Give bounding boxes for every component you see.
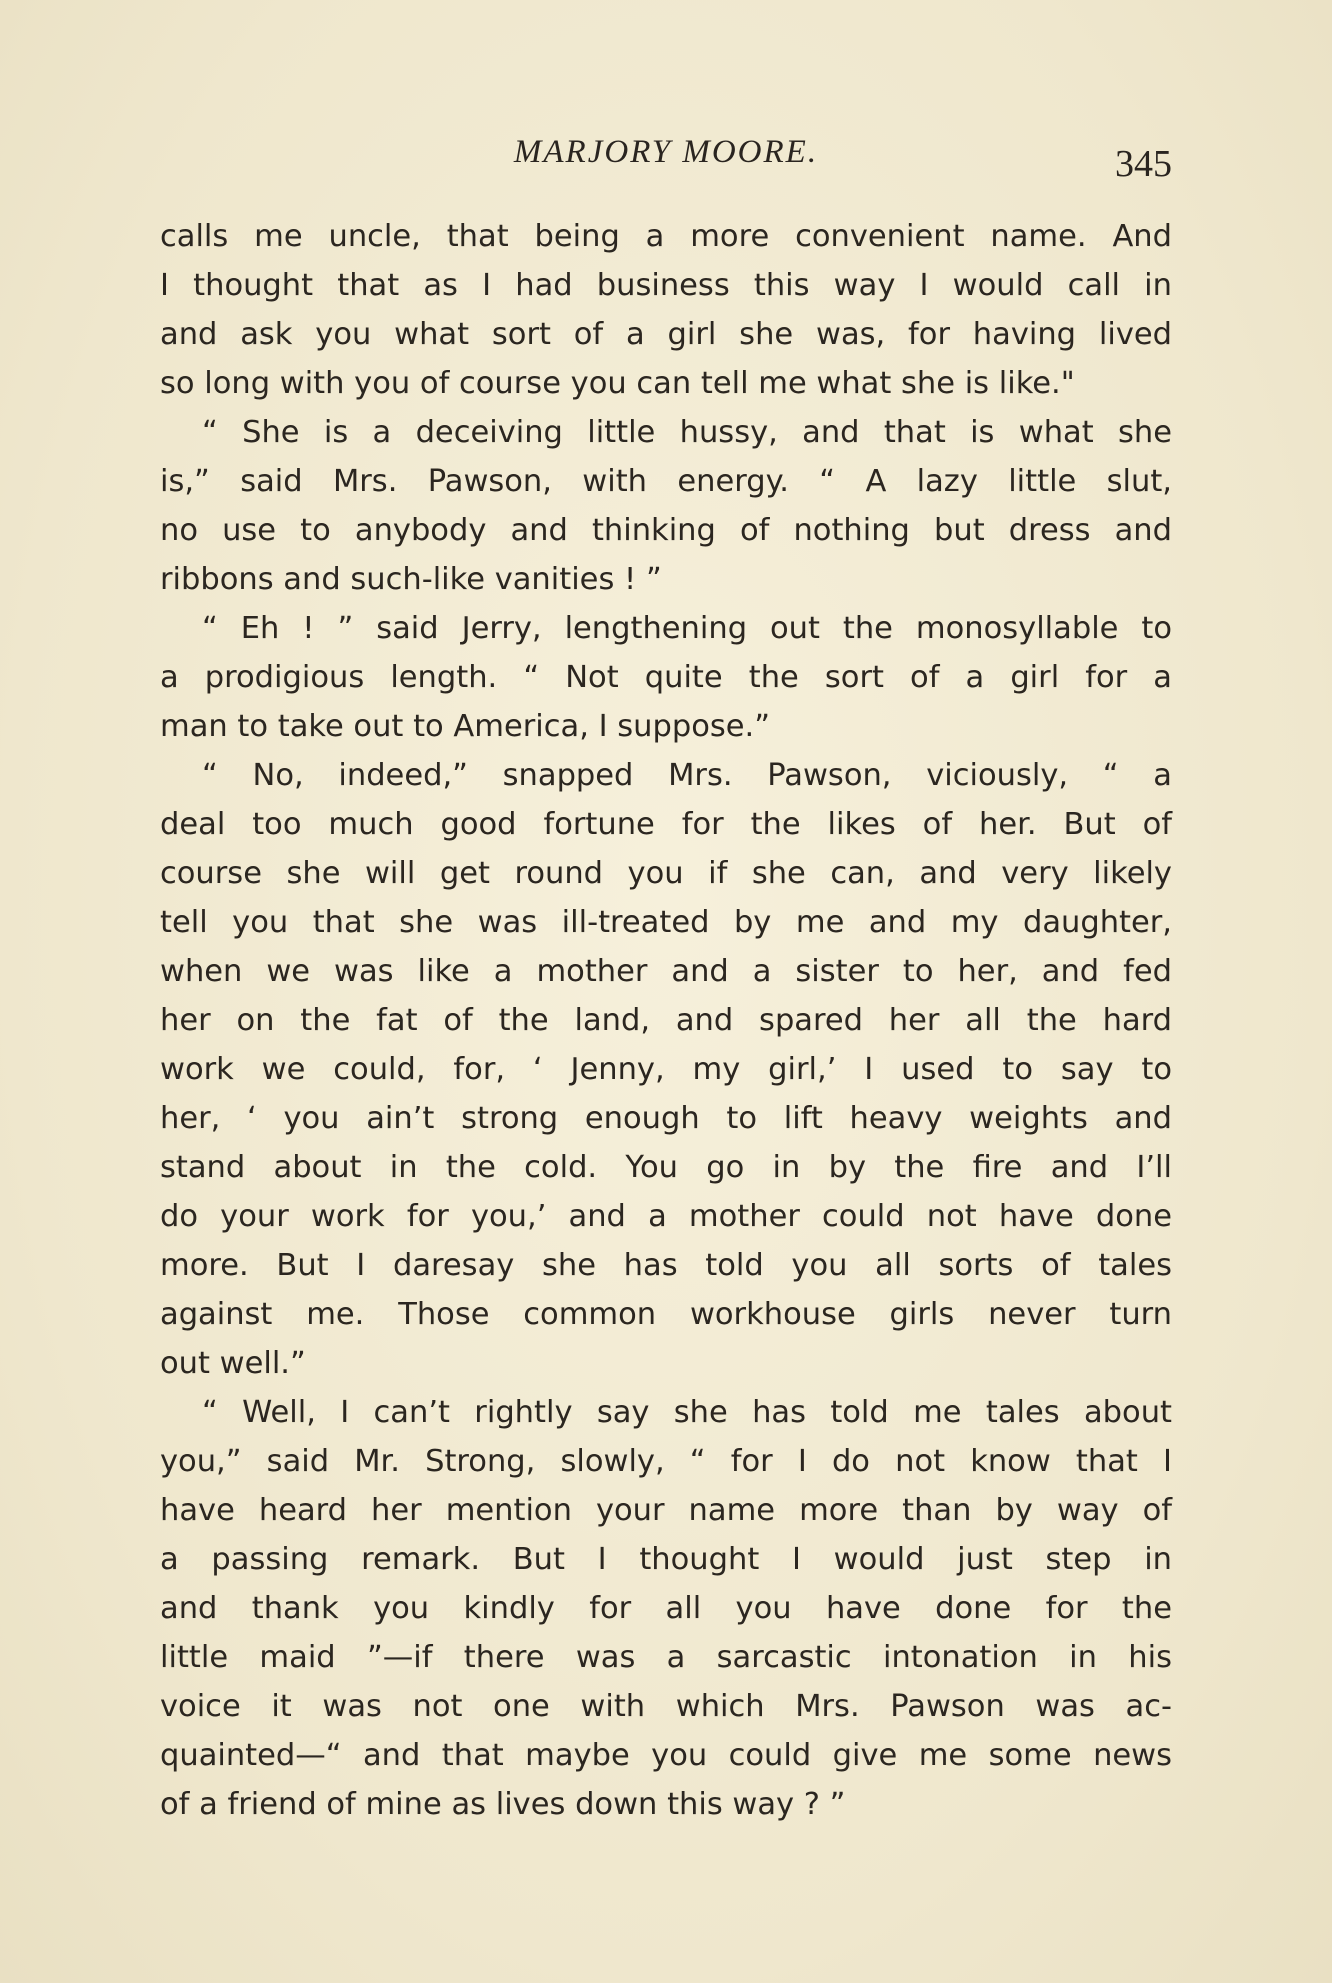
text-line: a passing remark. But I thought I would just step in: [160, 1542, 1172, 1577]
page-header: [160, 130, 1172, 190]
text-line: and ask you what sort of a girl she was, for having lived: [160, 317, 1172, 352]
text-line: have heard her mention your name more than by way of: [160, 1493, 1172, 1528]
text-line: and thank you kindly for all you have done for the: [160, 1591, 1172, 1626]
text-line: little maid ”—if there was a sarcastic intonation in his: [160, 1640, 1172, 1675]
paragraph: [160, 604, 1172, 751]
paragraph: [160, 408, 1172, 604]
text-line: I thought that as I had business this way I would call in: [160, 268, 1172, 303]
text-line: no use to anybody and thinking of nothing but dress and: [160, 513, 1172, 548]
text-line: deal too much good fortune for the likes of her. But of: [160, 807, 1172, 842]
paragraph: [160, 1388, 1172, 1829]
text-line: quainted—“ and that maybe you could give me some news: [160, 1738, 1172, 1773]
text-line: work we could, for, ‘ Jenny, my girl,’ I used to say to: [160, 1052, 1172, 1087]
text-line: more. But I daresay she has told you all sorts of tales: [160, 1248, 1172, 1283]
text-line: when we was like a mother and a sister to her, and fed: [160, 954, 1172, 989]
text-line: tell you that she was ill-treated by me and my daughter,: [160, 905, 1172, 940]
paragraph: [160, 212, 1172, 408]
text-line: course she will get round you if she can, and very likely: [160, 856, 1172, 891]
text-line: “ She is a deceiving little hussy, and that is what she: [202, 415, 1172, 450]
text-line: her, ‘ you ain’t strong enough to lift heavy weights and: [160, 1101, 1172, 1136]
running-title: MARJORY MOORE.: [513, 134, 819, 170]
text-line: voice it was not one with which Mrs. Pawson was ac-: [160, 1689, 1172, 1724]
text-line: of a friend of mine as lives down this way ? ”: [160, 1787, 846, 1822]
text-line: do your work for you,’ and a mother could not have done: [160, 1199, 1172, 1234]
text-line: out well.”: [160, 1346, 306, 1381]
body-text: [160, 212, 1172, 1829]
text-line: “ Eh ! ” said Jerry, lengthening out the monosyllable to: [202, 611, 1172, 646]
text-line: “ No, indeed,” snapped Mrs. Pawson, viciously, “ a: [202, 758, 1172, 793]
text-line: is,” said Mrs. Pawson, with energy. “ A lazy little slut,: [160, 464, 1172, 499]
text-line: you,” said Mr. Strong, slowly, “ for I do not know that I: [160, 1444, 1172, 1479]
text-line: ribbons and such-like vanities ! ”: [160, 562, 662, 597]
text-line: her on the fat of the land, and spared her all the hard: [160, 1003, 1172, 1038]
text-line: calls me uncle, that being a more convenient name. And: [160, 219, 1172, 254]
text-line: against me. Those common workhouse girls never turn: [160, 1297, 1172, 1332]
page-number: 345: [1115, 143, 1172, 185]
paragraph: [160, 751, 1172, 1388]
text-line: “ Well, I can’t rightly say she has told me tales about: [202, 1395, 1172, 1430]
text-line: a prodigious length. “ Not quite the sort of a girl for a: [160, 660, 1172, 695]
text-line: man to take out to America, I suppose.”: [160, 709, 771, 744]
text-line: stand about in the cold. You go in by the fire and I’ll: [160, 1150, 1172, 1185]
text-line: so long with you of course you can tell me what she is like.": [160, 366, 1075, 401]
